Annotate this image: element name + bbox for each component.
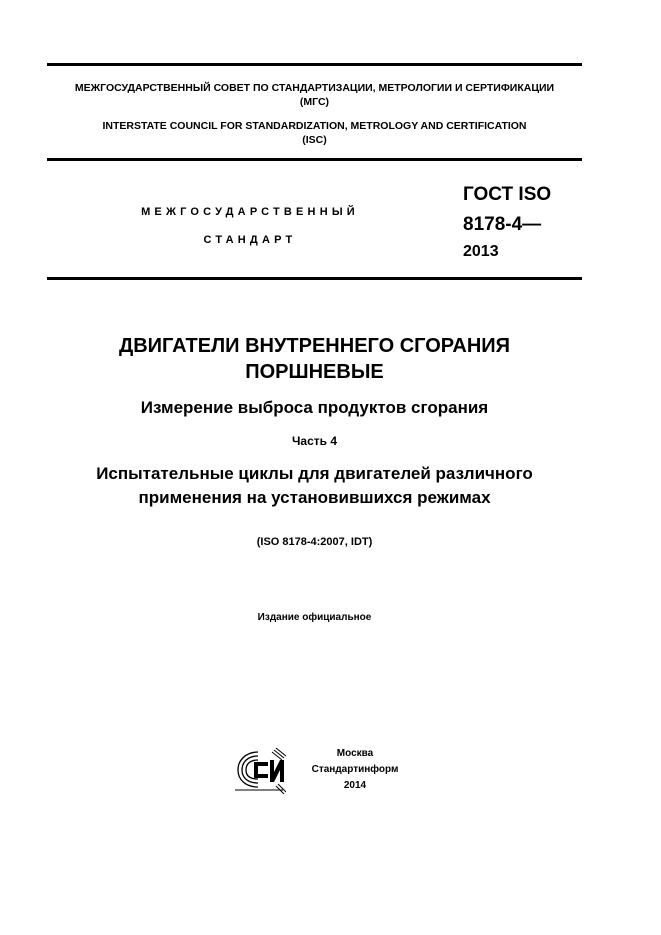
council-en-abbr: (ISC) [302, 134, 327, 146]
standard-code-year: 2013 [463, 243, 499, 260]
standard-code-line2: 8178-4— [463, 214, 542, 235]
publisher-city: Москва [336, 748, 374, 759]
header-bottom-rule [47, 158, 582, 161]
part-number: Часть 4 [291, 434, 338, 448]
document-subtitle: Измерение выброса продуктов сгорания [140, 398, 489, 417]
publisher-name: Стандартинформ [311, 764, 399, 775]
part-title [47, 462, 582, 510]
council-ru [47, 81, 582, 109]
council-ru-name: МЕЖГОСУДАРСТВЕННЫЙ СОВЕТ ПО СТАНДАРТИЗАЦИИ, МЕТРОЛОГИИ И СЕРТИФИКАЦИИ [74, 82, 555, 94]
council-en [47, 119, 582, 147]
part-title-line1: Испытательные циклы для двигателей различного [96, 464, 533, 483]
council-en-name: INTERSTATE COUNCIL FOR STANDARDIZATION, METROLOGY AND CERTIFICATION [102, 120, 527, 132]
publisher-info [300, 746, 410, 794]
standard-code-line1: ГОСТ ISO [463, 184, 552, 205]
council-ru-abbr: (МГС) [299, 96, 330, 108]
standartinform-logo-icon [232, 746, 286, 794]
standard-type-line2: СТАНДАРТ [203, 234, 297, 246]
standard-bottom-rule [47, 277, 582, 280]
publisher-year: 2014 [343, 780, 367, 791]
document-title [47, 333, 582, 385]
top-rule [47, 63, 582, 66]
document-title-line2: ПОРШНЕВЫЕ [245, 361, 384, 383]
part-title-line2: применения на установившихся режимах [138, 488, 491, 507]
standard-type [130, 198, 370, 254]
standard-type-line1: МЕЖГОСУДАРСТВЕННЫЙ [141, 206, 359, 218]
standard-code [463, 180, 551, 264]
iso-reference: (ISO 8178-4:2007, IDT) [256, 536, 373, 548]
document-title-line1: ДВИГАТЕЛИ ВНУТРЕННЕГО СГОРАНИЯ [118, 335, 511, 357]
edition-note: Издание официальное [257, 612, 372, 623]
